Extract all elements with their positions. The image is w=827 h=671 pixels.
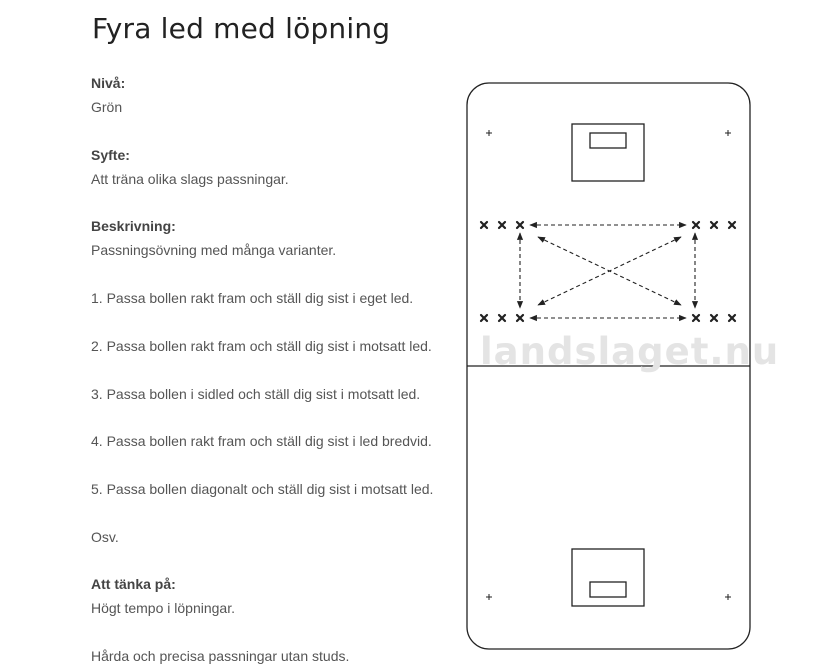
player-marker [517, 315, 523, 321]
step-item: 5. Passa bollen diagonalt och ställ dig sist i motsatt led. [91, 481, 434, 497]
player-marker [711, 222, 717, 228]
player-marker [693, 315, 699, 321]
tip-item: Högt tempo i löpningar. [91, 600, 235, 616]
player-marker [481, 315, 487, 321]
beskrivning-intro: Passningsövning med många varianter. [91, 242, 337, 258]
player-marker [499, 315, 505, 321]
syfte-value: Att träna olika slags passningar. [91, 171, 289, 187]
watermark-logo: landslaget.nu [480, 330, 780, 373]
beskrivning-label: Beskrivning: [91, 218, 176, 234]
step-item: 4. Passa bollen rakt fram och ställ dig sist i led bredvid. [91, 433, 432, 449]
etc-text: Osv. [91, 529, 119, 545]
att-tanka-pa-label: Att tänka på: [91, 576, 176, 592]
corner-marker [725, 594, 731, 600]
syfte-label: Syfte: [91, 147, 130, 163]
top-goal-box [590, 133, 626, 148]
player-marker [517, 222, 523, 228]
niva-value: Grön [91, 99, 123, 115]
bottom-goal-box [590, 582, 626, 597]
step-item: 1. Passa bollen rakt fram och ställ dig sist i eget led. [91, 290, 414, 306]
player-marker [693, 222, 699, 228]
corner-marker [486, 594, 492, 600]
niva-label: Nivå: [91, 75, 126, 91]
step-item: 2. Passa bollen rakt fram och ställ dig sist i motsatt led. [91, 338, 432, 354]
pass-arrows [520, 225, 695, 318]
player-marker [481, 222, 487, 228]
player-marker [499, 222, 505, 228]
player-marker [729, 315, 735, 321]
page-title: Fyra led med löpning [92, 12, 391, 45]
corner-marker [725, 130, 731, 136]
player-marker [729, 222, 735, 228]
step-item: 3. Passa bollen i sidled och ställ dig sist i motsatt led. [91, 386, 421, 402]
tip-item: Hårda och precisa passningar utan studs. [91, 648, 350, 664]
player-marker [711, 315, 717, 321]
corner-marker [486, 130, 492, 136]
